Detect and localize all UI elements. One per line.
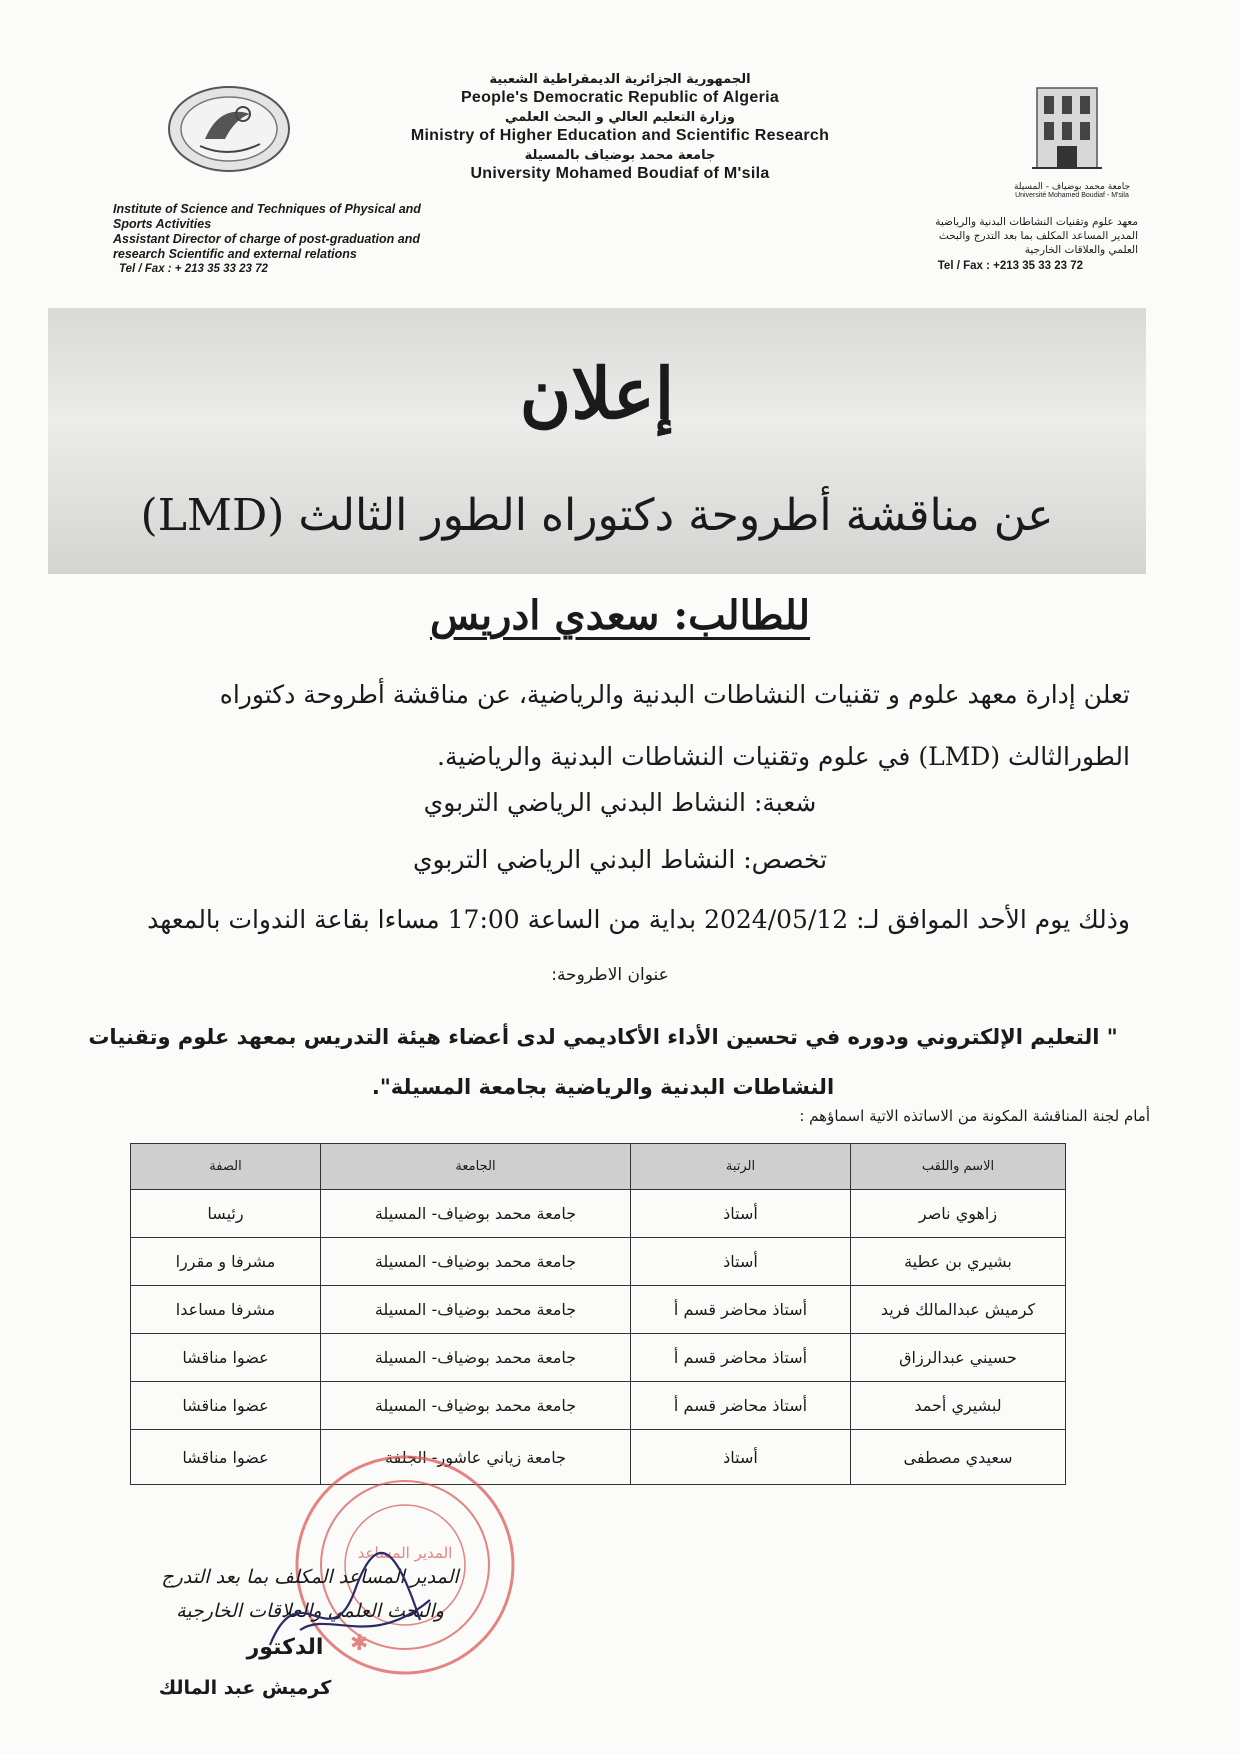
institute-line-2: Sports Activities [113, 217, 212, 231]
ministry-ar: وزارة التعليم العالي و البحث العلمي [505, 110, 735, 125]
jury-table [130, 1143, 1066, 1485]
logo-caption-fr: Université Mohamed Boudiaf - M'sila [1015, 192, 1129, 199]
table-row [131, 1190, 1066, 1238]
branch-line: شعبة: النشاط البدني الرياضي التربوي [423, 788, 817, 817]
thesis-title-label: عنوان الاطروحة: [551, 965, 669, 985]
signatory-line-2: والبحث العلمي والعلاقات الخارجية [176, 1600, 444, 1622]
member-university: جامعة محمد بوضياف- المسيلة [321, 1190, 631, 1238]
signatory-name: كرميش عبد المالك [158, 1677, 332, 1699]
institute-ar-line-2: المدير المساعد المكلف بما بعد التدرج والبحث [938, 230, 1138, 242]
date-line: وذلك يوم الأحد الموافق لـ: 2024/05/12 بداية من الساعة 17:00 مساءا بقاعة الندوات بالمعهد [147, 905, 1130, 934]
institute-line-4: research Scientific and external relations [113, 247, 357, 261]
announcement-title: إعلان [519, 352, 675, 435]
member-university: جامعة محمد بوضياف- المسيلة [321, 1286, 631, 1334]
member-name: لبشيري أحمد [851, 1382, 1066, 1430]
institute-info-ar [820, 215, 1138, 273]
institute-line-3: Assistant Director of charge of post-graduation and [113, 232, 420, 246]
member-role: عضوا مناقشا [131, 1382, 321, 1430]
institute-info-en [113, 202, 533, 277]
handwritten-signature [260, 1550, 440, 1670]
institute-phone: Tel / Fax : + 213 35 33 23 72 [119, 263, 268, 275]
announcement-paragraph: تعلن إدارة معهد علوم و تقنيات النشاطات البدنية والرياضية، عن مناقشة أطروحة دكتوراه الطورالثالث (LMD) في علوم وتقنيات النشاطات البدنية والرياضية. [219, 680, 1130, 771]
republic-en: People's Democratic Republic of Algeria [460, 89, 780, 106]
stamp-center-text: المدير المساعد [357, 1544, 453, 1562]
institute-ar-phone: Tel / Fax : +213 35 33 23 72 [937, 260, 1083, 272]
member-role: عضوا مناقشا [131, 1430, 321, 1485]
specialty-line: تخصص: النشاط البدني الرياضي التربوي [412, 845, 828, 874]
member-role: مشرفا و مقررا [131, 1238, 321, 1286]
table-row [131, 1334, 1066, 1382]
member-role: مشرفا مساعدا [131, 1286, 321, 1334]
university-logo [982, 80, 1162, 198]
member-rank: أستاذ محاضر قسم أ [631, 1334, 851, 1382]
table-row [131, 1430, 1066, 1485]
table-row [131, 1286, 1066, 1334]
member-name: بشيري بن عطية [851, 1238, 1066, 1286]
member-university: جامعة زياني عاشور- الجلفة [321, 1430, 631, 1485]
member-role: عضوا مناقشا [131, 1334, 321, 1382]
ministry-en: Ministry of Higher Education and Scientific Research [410, 127, 830, 144]
university-en: University Mohamed Boudiaf of M'sila [470, 165, 770, 182]
member-role: رئيسا [131, 1190, 321, 1238]
member-rank: أستاذ محاضر قسم أ [631, 1286, 851, 1334]
letterhead [330, 72, 910, 186]
member-name: سعيدي مصطفى [851, 1430, 1066, 1485]
university-building-icon [982, 80, 1162, 176]
institute-ar-line-1: معهد علوم وتقنيات النشاطات البدنية والرياضية [935, 216, 1138, 228]
jury-label: أمام لجنة المناقشة المكونة من الاساتذه الاتية اسماؤهم : [799, 1107, 1150, 1125]
table-header-row [131, 1144, 1066, 1190]
institute-logo [165, 84, 293, 174]
member-name: كرميش عبدالمالك فريد [851, 1286, 1066, 1334]
member-rank: أستاذ [631, 1190, 851, 1238]
signatory-title: الدكتور [246, 1635, 324, 1660]
member-rank: أستاذ محاضر قسم أ [631, 1382, 851, 1430]
institute-line-1: Institute of Science and Techniques of Physical and [113, 202, 421, 216]
member-university: جامعة محمد بوضياف- المسيلة [321, 1334, 631, 1382]
member-name: زاهوي ناصر [851, 1190, 1066, 1238]
header-rank: الرتبة [631, 1144, 851, 1190]
stamp-star-icon: ✱ [350, 1631, 369, 1656]
republic-ar: الجمهورية الجزائرية الديمقراطية الشعبية [489, 72, 751, 87]
member-university: جامعة محمد بوضياف- المسيلة [321, 1382, 631, 1430]
header-university: الجامعة [321, 1144, 631, 1190]
university-ar: جامعة محمد بوضياف بالمسيلة [524, 148, 716, 163]
signatory-line-1: المدير المساعد المكلف بما بعد التدرج [161, 1566, 459, 1588]
member-university: جامعة محمد بوضياف- المسيلة [321, 1238, 631, 1286]
member-name: حسيني عبدالرزاق [851, 1334, 1066, 1382]
member-rank: أستاذ [631, 1430, 851, 1485]
student-name: للطالب: سعدي ادريس [430, 592, 810, 639]
table-row [131, 1382, 1066, 1430]
institute-ar-line-3: العلمي والعلاقات الخارجية [1024, 244, 1138, 256]
logo-caption-ar: جامعة محمد بوضياف - المسيلة [1013, 182, 1131, 192]
header-name: الاسم واللقب [851, 1144, 1066, 1190]
member-rank: أستاذ [631, 1238, 851, 1286]
header-role: الصفة [131, 1144, 321, 1190]
thesis-title: " التعليم الإلكتروني ودوره في تحسين الأداء الأكاديمي لدى أعضاء هيئة التدريس بمعهد علوم وتقنيات النشاطات البدنية والرياضية بجامعة المسيلة". [88, 1025, 1118, 1099]
table-row [131, 1238, 1066, 1286]
announcement-subtitle: عن مناقشة أطروحة دكتوراه الطور الثالث (LMD) [140, 490, 1054, 541]
